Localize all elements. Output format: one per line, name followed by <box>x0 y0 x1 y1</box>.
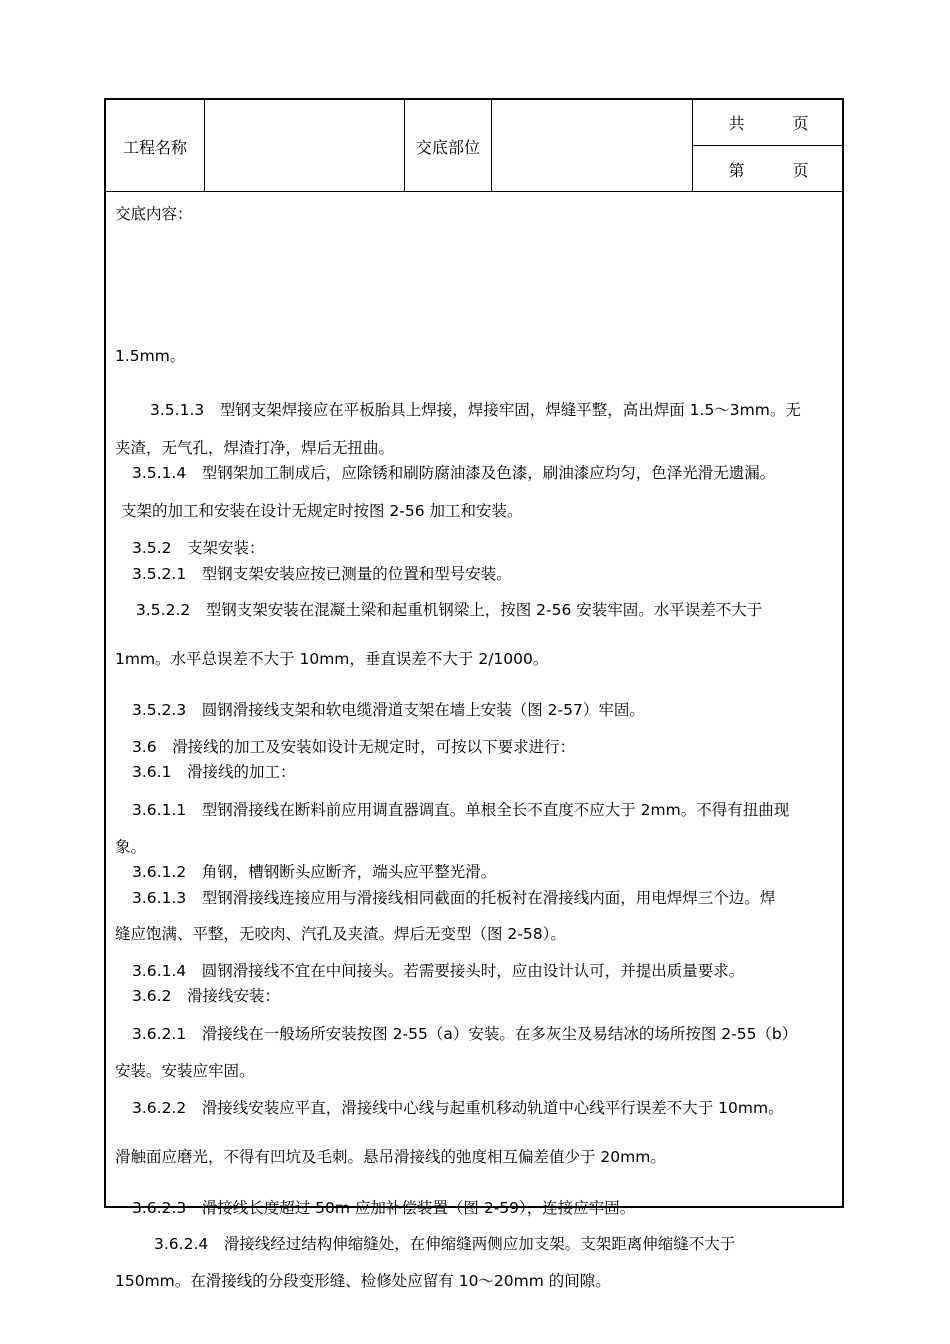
disclosure-form <box>104 98 844 1290</box>
content-line: 3.6.2.4 滑接线经过结构伸缩缝处，在伸缩缝两侧应加支架。支架距离伸缩缝不大于 <box>154 1235 736 1253</box>
content-line: 缝应饱满、平整，无咬肉、汽孔及夹渣。焊后无变型（图 2-58）。 <box>115 925 566 943</box>
content-line: 3.5.1.4 型钢架加工制成后，应除锈和刷防腐油漆及色漆，刷油漆应均匀，色泽光滑无遗漏。 <box>132 464 776 482</box>
location-field[interactable] <box>492 100 693 192</box>
content-line: 3.5.2.3 圆钢滑接线支架和软电缆滑道支架在墙上安装（图 2-57）牢固。 <box>132 701 645 719</box>
content-line: 3.6.2.1 滑接线在一般场所安装按图 2-55（a）安装。在多灰尘及易结冰的场所按图 2-55（b） <box>132 1025 798 1043</box>
content-line: 3.6 滑接线的加工及安装如设计无规定时，可按以下要求进行： <box>132 738 576 756</box>
page-number-cell <box>693 146 844 192</box>
project-name-field[interactable] <box>205 100 405 192</box>
content-line: 3.6.2 滑接线安装： <box>132 987 280 1005</box>
content-line: 1mm。水平总误差不大于 10mm，垂直误差不大于 2/1000。 <box>115 650 549 668</box>
total-pages-label-a: 共 <box>728 114 745 133</box>
content-line: 3.5.2.1 型钢支架安装应按已测量的位置和型号安装。 <box>132 565 512 583</box>
content-line: 3.6.1.4 圆钢滑接线不宜在中间接头。若需要接头时，应由设计认可，并提出质量要求。 <box>132 962 745 980</box>
content-line: 3.5.2.2 型钢支架安装在混凝土梁和起重机钢梁上，按图 2-56 安装牢固。水平误差不大于 <box>136 601 763 619</box>
location-label: 交底部位 <box>405 100 492 192</box>
content-line: 3.5.1.3 型钢支架焊接应在平板胎具上焊接，焊接牢固，焊缝平整，高出焊面 1.5～3mm。无 <box>150 401 801 419</box>
page-number-label-a: 第 <box>728 160 745 180</box>
content-line: 3.5.2 支架安装： <box>132 539 265 557</box>
content-line: 安装。安装应牢固。 <box>115 1062 255 1080</box>
content-line: 3.6.1.2 角钢，槽钢断头应断齐，端头应平整光滑。 <box>132 863 497 881</box>
content-line: 3.6.1.1 型钢滑接线在断料前应用调直器调直。单根全长不直度不应大于 2mm。不得有扭曲现 <box>132 801 790 819</box>
total-pages-cell <box>693 100 844 146</box>
content-line: 象。 <box>115 838 147 856</box>
content-line: 3.6.2.3 滑接线长度超过 50m 应加补偿装置（图 2-59），连接应牢固。 <box>132 1199 636 1217</box>
page-number-label-b: 页 <box>792 160 809 180</box>
content-line: 1.5mm。 <box>115 347 186 365</box>
content-line: 3.6.2.2 滑接线安装应平直，滑接线中心线与起重机移动轨道中心线平行误差不大于 10mm。 <box>132 1099 784 1117</box>
content-line: 夹渣，无气孔，焊渣打净，焊后无扭曲。 <box>115 439 395 457</box>
content-line: 3.6.1.3 型钢滑接线连接应用与滑接线相同截面的托板衬在滑接线内面，用电焊焊三个边。焊 <box>132 889 776 907</box>
content-intro: 交底内容： <box>115 205 193 223</box>
content-line: 150mm。在滑接线的分段变形缝、检修处应留有 10～20mm 的间隙。 <box>115 1272 611 1290</box>
content-line: 滑触面应磨光，不得有凹坑及毛刺。悬吊滑接线的弛度相互偏差值少于 20mm。 <box>115 1148 666 1166</box>
project-name-label: 工程名称 <box>106 100 205 192</box>
content-line: 3.6.1 滑接线的加工： <box>132 763 296 781</box>
page-info <box>693 100 844 192</box>
content-line: 支架的加工和安装在设计无规定时按图 2-56 加工和安装。 <box>121 502 523 520</box>
total-pages-label-b: 页 <box>792 114 809 133</box>
form-header <box>106 100 842 192</box>
